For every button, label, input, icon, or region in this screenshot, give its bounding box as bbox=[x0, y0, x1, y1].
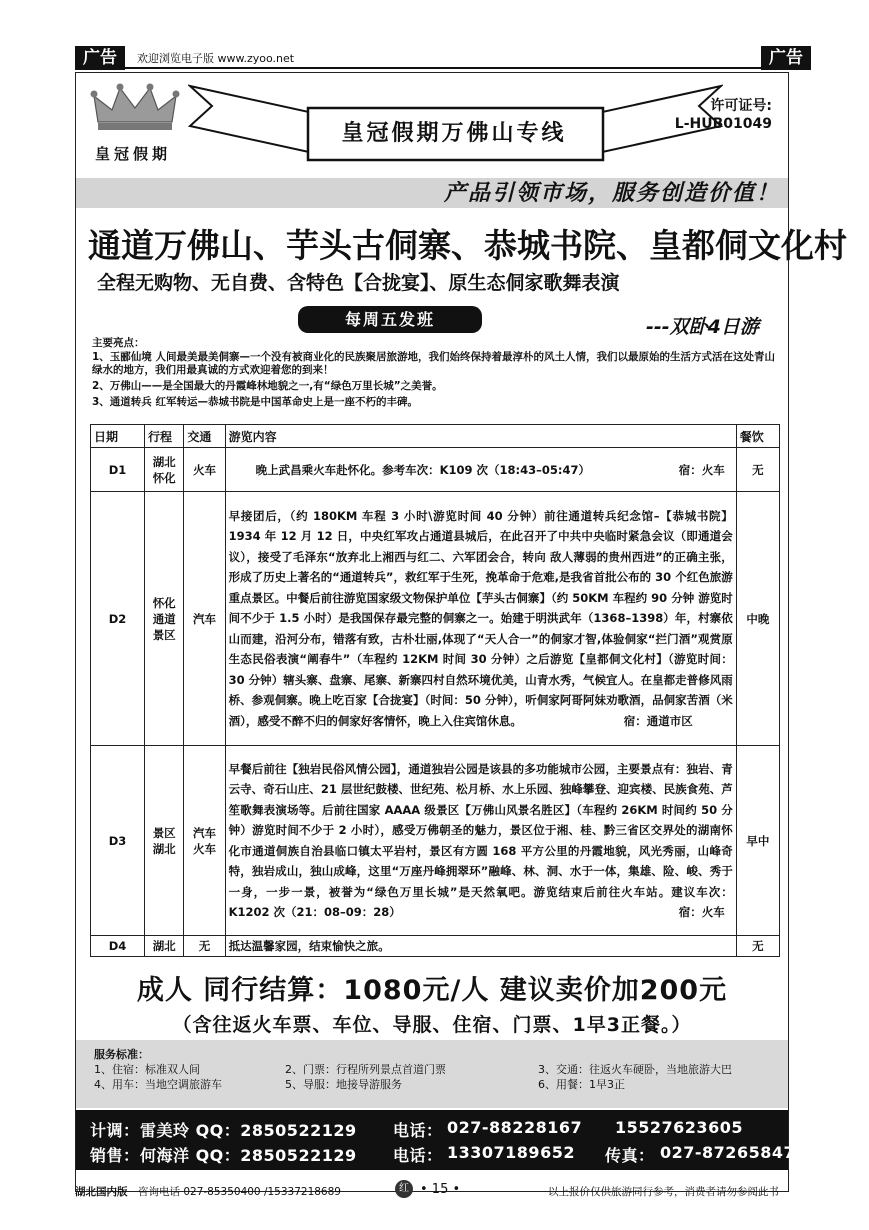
row-stay: 宿：通道市区 bbox=[623, 713, 693, 728]
table-row bbox=[91, 746, 780, 936]
subheadline: 全程无购物、无自费、含特色【合拢宴】、原生态侗家歌舞表演 bbox=[97, 272, 620, 294]
row-route: 湖北 bbox=[145, 936, 184, 957]
duration: ---双卧4日游 bbox=[646, 316, 759, 338]
service-item: 3、交通：往返火车硬卧，当地旅游大巴 bbox=[538, 1063, 732, 1076]
ad-label-right: 广告 bbox=[761, 46, 811, 70]
contact-phone-label: 电话： bbox=[393, 1121, 443, 1140]
highlights-title: 主要亮点： bbox=[92, 337, 145, 349]
table-row bbox=[91, 448, 780, 492]
row-day: D2 bbox=[91, 492, 145, 746]
row-day: D3 bbox=[91, 746, 145, 936]
row-content bbox=[225, 936, 736, 957]
contact-ops-mobile: 15527623605 bbox=[615, 1118, 743, 1137]
row-meals: 无 bbox=[736, 936, 779, 957]
row-content bbox=[225, 746, 736, 936]
service-item: 1、住宿：标准双人间 bbox=[94, 1063, 200, 1076]
service-item: 2、门票：行程所列景点首道门票 bbox=[285, 1063, 446, 1076]
highlight-item: 2、万佛山——是全国最大的丹霞峰林地貌之一,有“绿色万里长城”之美誉。 bbox=[92, 380, 443, 392]
row-content-text: 早接团后，（约 180KM 车程 3 小时\游览时间 40 分钟）前往通道转兵纪念馆–【恭城书院】1934 年 12 月 12 日，中央红军攻占通道县城后，在此召开了中共中央临时紧急会议（即通道会议），接受了毛泽东“放弃北上湘西与红二、六军团会合，转向 敌人薄弱的贵州西进”的正确主张，形成了历史上著名的“通道转兵”，救红军于生死，挽革命于危难,是我省首批公布的 30 个红色旅游重点景区。中餐后前往游览国家级文物保护单位【芋头古侗寨】（约 50KM 车程约 90 分钟 游览时间不少于 1.5 小时）是我国保存最完整的侗寨之一。始建于明洪武年（1368–1398）年，村寨依山而建，沿河分布，错落有致，古朴壮丽,体现了“天人合一”的侗家才智,体验侗家“拦门酒”观赏原生态民俗表演“阐春牛”（车程约 12KM 时间 30 分钟）之后游览【皇都侗文化村】（游览时间：30 分钟）辖头寨、盘寨、尾寨、新寨四村自然环境优美，山青水秀，气候宜人。在皇都走普修风雨桥、参观侗寨。晚上吃百家【合拢宴】（时间：50 分钟），听侗家阿哥阿妹劝歌酒，品侗家苦酒（米酒），感受不醉不归的侗家好客情怀，晚上入住宾馆休息。 bbox=[228, 508, 733, 728]
row-transport: 汽车 bbox=[184, 492, 225, 746]
contact-sales-phone: 13307189652 bbox=[447, 1143, 575, 1162]
row-route: 湖北怀化 bbox=[145, 448, 184, 492]
page-badge-icon: 红 bbox=[395, 1180, 413, 1198]
col-header-transport: 交通 bbox=[184, 425, 225, 448]
col-header-content: 游览内容 bbox=[225, 425, 736, 448]
row-meals: 中晚 bbox=[736, 492, 779, 746]
row-stay: 宿：火车 bbox=[678, 905, 725, 919]
highlight-item: 3、通道转兵 红军转运—恭城书院是中国革命史上是一座不朽的丰碑。 bbox=[92, 396, 418, 408]
col-header-date: 日期 bbox=[91, 425, 145, 448]
row-meals: 无 bbox=[736, 448, 779, 492]
row-stay: 宿：火车 bbox=[678, 462, 725, 477]
welcome-text: 欢迎浏览电子版 www.zyoo.net bbox=[137, 52, 295, 65]
col-header-route: 行程 bbox=[145, 425, 184, 448]
service-item: 4、用车：当地空调旅游车 bbox=[94, 1078, 222, 1091]
row-content-text: 晚上武昌乘火车赴怀化。参考车次：K109 次（18:43–05:47） bbox=[255, 462, 591, 477]
brand-name: 皇冠假期 bbox=[95, 145, 172, 163]
headline: 通道万佛山、芋头古侗寨、恭城书院、皇都侗文化村 bbox=[88, 226, 847, 265]
row-content bbox=[225, 448, 736, 492]
row-transport: 汽车火车 bbox=[184, 746, 225, 936]
price-line: 成人 同行结算：1080元/人 建议卖价加200元 bbox=[136, 975, 728, 1006]
contact-ops-phone: 027-88228167 bbox=[447, 1118, 583, 1137]
price-includes: （含往返火车票、车位、导服、住宿、门票、1早3正餐。） bbox=[172, 1014, 692, 1036]
row-transport: 无 bbox=[184, 936, 225, 957]
contact-role-ops: 计调： bbox=[90, 1121, 140, 1140]
row-meals: 早中 bbox=[736, 746, 779, 936]
col-header-meals: 餐饮 bbox=[736, 425, 779, 448]
crown-logo-icon bbox=[90, 82, 180, 138]
footer-section: 湖北国内版 bbox=[75, 1186, 128, 1198]
contact-fax: 027-87265847 bbox=[660, 1143, 796, 1162]
row-transport: 火车 bbox=[184, 448, 225, 492]
contact-ops-name-qq: 雷美玲 QQ：2850522129 bbox=[140, 1121, 357, 1140]
footer-disclaimer: 以上报价仅供旅游同行参考，消费者请勿参阅此书 bbox=[548, 1186, 779, 1198]
services-title: 服务标准： bbox=[94, 1048, 149, 1061]
footer-hotline: 咨询电话 027-85350400 /15337218689 bbox=[138, 1186, 341, 1198]
slogan: 产品引领市场，服务创造价值！ bbox=[443, 180, 780, 206]
contact-fax-label: 传真： bbox=[605, 1146, 655, 1165]
license-label: 许可证号: bbox=[710, 98, 772, 114]
service-item: 6、用餐：1早3正 bbox=[538, 1078, 625, 1091]
page-number: • 15 • bbox=[420, 1182, 461, 1197]
row-route: 怀化通道景区 bbox=[145, 492, 184, 746]
row-day: D4 bbox=[91, 936, 145, 957]
row-content-text: 抵达温馨家园，结束愉快之旅。 bbox=[228, 939, 390, 953]
row-route: 景区湖北 bbox=[145, 746, 184, 936]
highlight-item: 1、玉郦仙境 人间最美最美侗寨—一个没有被商业化的民族聚居旅游地，我们始终保持着最淳朴的风土人情，我们以最原始的生活方式活在这处青山绿水的地方，我们用最真诚的方式欢迎着您的到来！ bbox=[92, 351, 775, 376]
row-content-text: 早餐后前往【独岩民俗风情公园】，通道独岩公园是该县的多功能城市公园，主要景点有：独岩、青云寺、奇石山庄、21 层世纪鼓楼、世纪苑、松月桥、水上乐园、独峰攀登、迎宾楼、民族食苑、芦笙歌舞表演场等。后前往国家 AAAA 级景区【万佛山风景名胜区】（车程约 26KM 时间约 50 分钟）游览时间不少于 2 小时），感受万佛朝圣的魅力，景区位于湘、桂、黔三省区交界处的湖南怀化市通道侗族自治县临口镇太平岩村，景区有方圆 168 平方公里的丹霞地貌，风光秀丽，山峰奇特，独岩成山，独山成峰，这里“万座丹峰拥翠环”融峰、林、洞、水于一体，集雄、险、峻、秀于一身，一步一景，被誉为“绿色万里长城”是天然氧吧。游览结束后前往火车站。建议车次：K1202 次（21：08–09：28） bbox=[228, 761, 733, 919]
service-item: 5、导服：地接导游服务 bbox=[285, 1078, 402, 1091]
table-row bbox=[91, 492, 780, 746]
schedule-badge: 每周五发班 bbox=[298, 306, 482, 333]
banner-title: 皇冠假期万佛山专线 bbox=[341, 120, 567, 146]
table-row bbox=[91, 936, 780, 957]
row-day: D1 bbox=[91, 448, 145, 492]
ad-label-left: 广告 bbox=[75, 46, 125, 70]
license-number: L-HUB01049 bbox=[674, 116, 772, 132]
row-content bbox=[225, 492, 736, 746]
header-rule bbox=[75, 67, 794, 69]
contact-phone-label: 电话： bbox=[393, 1146, 443, 1165]
table-header-row bbox=[91, 425, 780, 448]
itinerary-table bbox=[90, 424, 780, 957]
contact-sales-name-qq: 何海洋 QQ：2850522129 bbox=[140, 1146, 357, 1165]
contact-role-sales: 销售： bbox=[90, 1146, 140, 1165]
